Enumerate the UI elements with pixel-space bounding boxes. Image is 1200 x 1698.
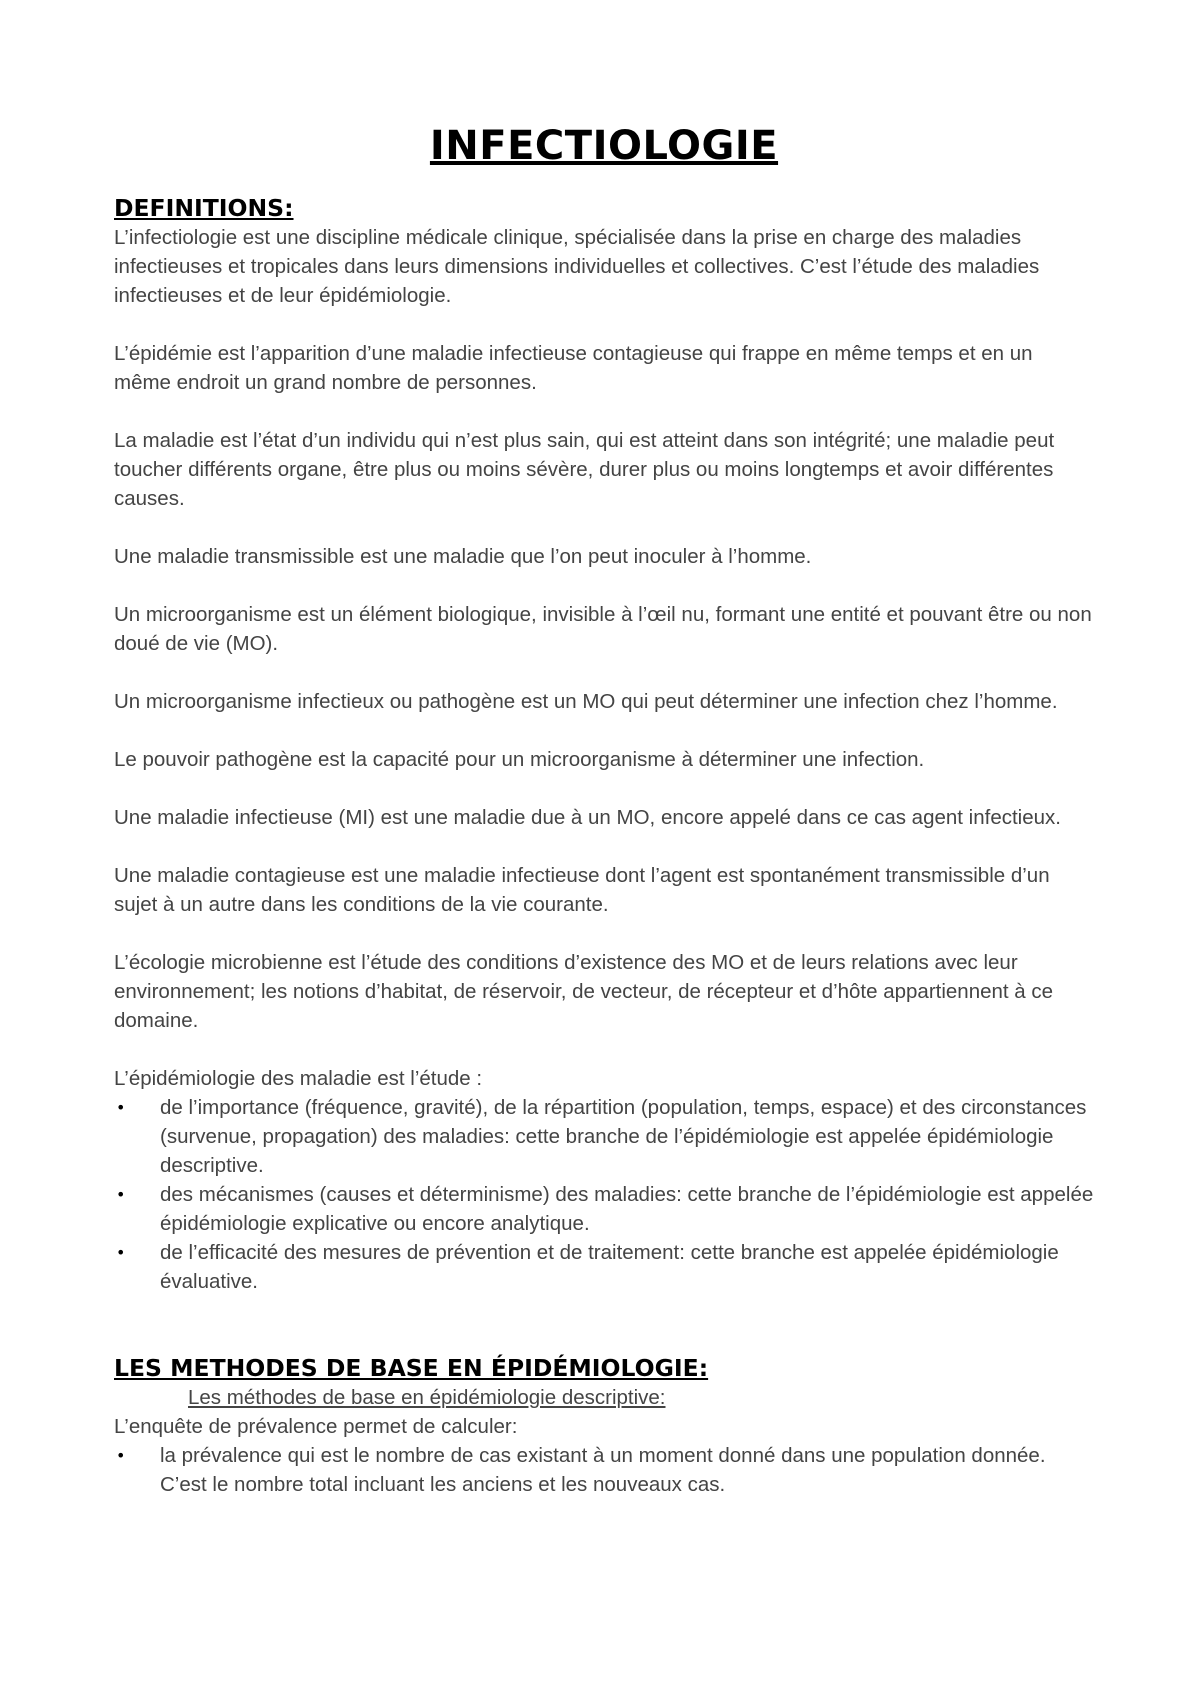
definition-infectious-disease: Une maladie infectieuse (MI) est une maladie due à un MO, encore appelé dans ce cas agent infectieux.: [114, 806, 1061, 829]
definition-contagious-disease: Une maladie contagieuse est une maladie infectieuse dont l’agent est spontanément transmissible d’un sujet à un autre dans les conditions de la vie courante.: [114, 864, 1050, 916]
epidemiology-intro: L’épidémiologie des maladie est l’étude :: [114, 1067, 483, 1090]
list-item-text: la prévalence qui est le nombre de cas existant à un moment donné dans une population donnée. C’est le nombre total incluant les anciens et les nouveaux cas.: [160, 1444, 1046, 1496]
bullet-icon: •: [116, 1098, 126, 1117]
definitions-heading: DEFINITIONS:: [114, 194, 294, 222]
methods-subheading: Les méthodes de base en épidémiologie descriptive:: [188, 1386, 666, 1409]
definition-infectiology: L’infectiologie est une discipline médicale clinique, spécialisée dans la prise en charge des maladies infectieuses et tropicales dans leurs dimensions individuelles et collectives. C’est l’étude des maladies infectieuses et de leur épidémiologie.: [114, 226, 1040, 307]
list-item: [114, 1441, 1094, 1499]
list-item: [114, 1238, 1094, 1296]
bullet-icon: •: [116, 1243, 126, 1262]
list-item-text: des mécanismes (causes et déterminisme) des maladies: cette branche de l’épidémiologie est appelée épidémiologie explicative ou encore analytique.: [160, 1183, 1094, 1235]
definition-transmissible-disease: Une maladie transmissible est une maladie que l’on peut inoculer à l’homme.: [114, 545, 812, 568]
list-item: [114, 1180, 1094, 1238]
definition-pathogen: Un microorganisme infectieux ou pathogène est un MO qui peut déterminer une infection chez l’homme.: [114, 690, 1058, 713]
epidemiology-bullet-list: [114, 1093, 1094, 1296]
definition-pathogenic-power: Le pouvoir pathogène est la capacité pour un microorganisme à déterminer une infection.: [114, 748, 925, 771]
definition-microorganism: Un microorganisme est un élément biologique, invisible à l’œil nu, formant une entité et pouvant être ou non doué de vie (MO).: [114, 603, 1092, 655]
definition-microbial-ecology: L’écologie microbienne est l’étude des conditions d’existence des MO et de leurs relations avec leur environnement; les notions d’habitat, de réservoir, de vecteur, de récepteur et d’hôte appartiennent à ce domaine.: [114, 951, 1054, 1032]
list-item-text: de l’importance (fréquence, gravité), de la répartition (population, temps, espace) et des circonstances (survenue, propagation) des maladies: cette branche de l’épidémiologie est appelée épidémiologie descriptive.: [160, 1096, 1087, 1177]
bullet-icon: •: [116, 1185, 126, 1204]
definition-disease: La maladie est l’état d’un individu qui n’est plus sain, qui est atteint dans son intégrité; une maladie peut toucher différents organe, être plus ou moins sévère, durer plus ou moins longtemps et avoir différentes causes.: [114, 429, 1055, 510]
document-title: INFECTIOLOGIE: [429, 123, 779, 169]
definition-epidemic: L’épidémie est l’apparition d’une maladie infectieuse contagieuse qui frappe en même temps et en un même endroit un grand nombre de personnes.: [114, 342, 1033, 394]
list-item: [114, 1093, 1094, 1180]
methods-heading: LES METHODES DE BASE EN ÉPIDÉMIOLOGIE:: [114, 1354, 709, 1382]
list-item-text: de l’efficacité des mesures de prévention et de traitement: cette branche est appelée épidémiologie évaluative.: [160, 1241, 1059, 1293]
document-body: [114, 118, 1094, 1499]
methods-bullet-list: [114, 1441, 1094, 1499]
methods-intro: L’enquête de prévalence permet de calculer:: [114, 1415, 518, 1438]
bullet-icon: •: [116, 1446, 126, 1465]
